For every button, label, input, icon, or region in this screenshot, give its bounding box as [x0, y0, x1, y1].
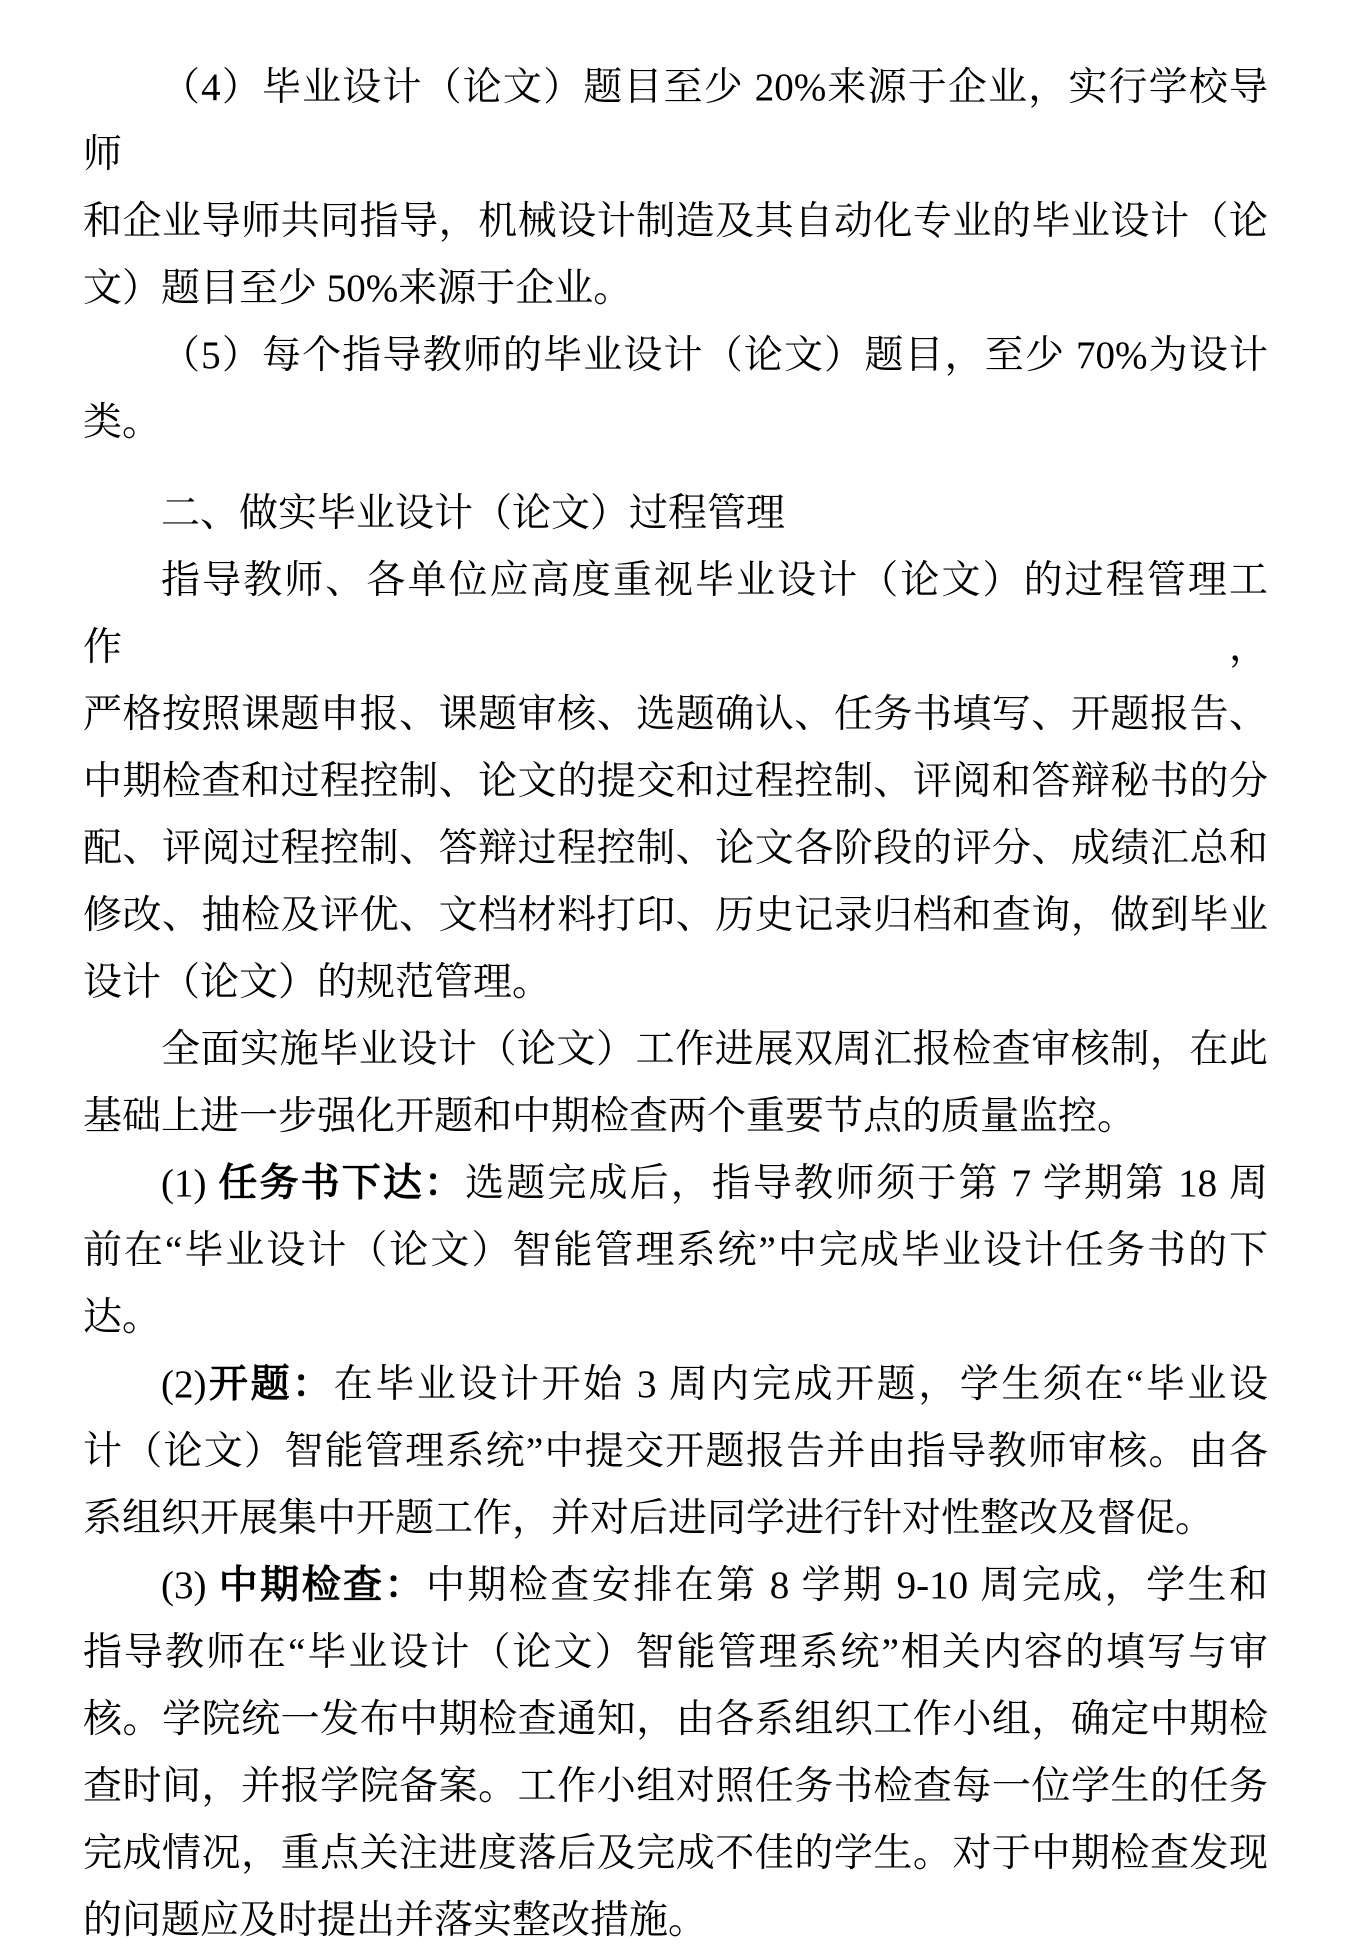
text-line	[83, 1150, 1268, 1217]
text-run: (3)	[161, 1564, 219, 1607]
text-run: 达。	[83, 1296, 162, 1339]
text-run: 配、评阅过程控制、答辩过程控制、论文各阶段的评分、成绩汇总和	[83, 827, 1268, 870]
text-line	[83, 1887, 1268, 1954]
text-line	[83, 1619, 1268, 1686]
text-run: 指导教师在“毕业设计（论文）智能管理系统”相关内容的填写与审	[83, 1631, 1268, 1674]
text-run: 指导教师、各单位应高度重视毕业设计（论文）的过程管理工作，	[83, 559, 1268, 669]
text-line	[83, 1552, 1268, 1619]
text-line	[83, 1820, 1268, 1887]
text-line	[83, 1351, 1268, 1418]
text-run: 选题完成后，指导教师须于第 7 学期第 18 周	[465, 1162, 1268, 1205]
section-heading	[83, 480, 1268, 547]
text-run: （5）每个指导教师的毕业设计（论文）题目，至少 70%为设计类。	[83, 334, 1268, 444]
text-run: 查时间，并报学院备案。工作小组对照任务书检查每一位学生的任务	[83, 1765, 1268, 1808]
text-line	[83, 1284, 1268, 1351]
text-line	[83, 1217, 1268, 1284]
text-run: (2)	[161, 1363, 207, 1406]
emphasis-run: 中期检查：	[218, 1564, 426, 1607]
text-run: 在毕业设计开始 3 周内完成开题，学生须在“毕业设	[333, 1363, 1268, 1406]
text-line	[83, 1083, 1268, 1150]
text-run: 中期检查安排在第 8 学期 9-10 周完成，学生和	[425, 1564, 1268, 1607]
text-run: 中期检查和过程控制、论文的提交和过程控制、评阅和答辩秘书的分	[83, 760, 1268, 803]
text-line	[83, 815, 1268, 882]
text-line	[83, 681, 1268, 748]
text-line	[83, 748, 1268, 815]
text-run: 完成情况，重点关注进度落后及完成不佳的学生。对于中期检查发现	[83, 1832, 1268, 1875]
text-run: (1)	[161, 1162, 219, 1205]
text-run: 设计（论文）的规范管理。	[83, 961, 552, 1004]
text-line	[83, 547, 1268, 681]
text-run: 和企业导师共同指导，机械设计制造及其自动化专业的毕业设计（论	[83, 200, 1268, 243]
text-run: （4）毕业设计（论文）题目至少 20%来源于企业，实行学校导师	[83, 66, 1268, 176]
emphasis-run: 任务书下达：	[218, 1162, 466, 1205]
text-run: 严格按照课题申报、课题审核、选题确认、任务书填写、开题报告、	[83, 693, 1268, 736]
text-line	[83, 322, 1268, 456]
text-line	[83, 188, 1268, 255]
text-run: 二、做实毕业设计（论文）过程管理	[161, 492, 786, 535]
text-line	[83, 1753, 1268, 1820]
text-run: 核。学院统一发布中期检查通知，由各系组织工作小组，确定中期检	[83, 1698, 1268, 1741]
text-run: 的问题应及时提出并落实整改措施。	[83, 1899, 708, 1942]
text-line	[83, 255, 1268, 322]
text-line	[83, 1418, 1268, 1485]
text-line	[83, 949, 1268, 1016]
text-run: 系组织开展集中开题工作，并对后进同学进行针对性整改及督促。	[83, 1497, 1215, 1540]
text-line	[83, 1485, 1268, 1552]
text-run: 全面实施毕业设计（论文）工作进展双周汇报检查审核制，在此	[161, 1028, 1268, 1071]
text-run: 修改、抽检及评优、文档材料打印、历史记录归档和查询，做到毕业	[83, 894, 1268, 937]
text-line	[83, 882, 1268, 949]
text-run: 文）题目至少 50%来源于企业。	[83, 267, 633, 310]
text-run: 计（论文）智能管理系统”中提交开题报告并由指导教师审核。由各	[83, 1430, 1268, 1473]
text-line	[83, 1686, 1268, 1753]
emphasis-run: 开题：	[206, 1363, 334, 1406]
text-line	[83, 1016, 1268, 1083]
text-run: 前在“毕业设计（论文）智能管理系统”中完成毕业设计任务书的下	[83, 1229, 1268, 1272]
text-line	[83, 54, 1268, 188]
text-run: 基础上进一步强化开题和中期检查两个重要节点的质量监控。	[83, 1095, 1137, 1138]
